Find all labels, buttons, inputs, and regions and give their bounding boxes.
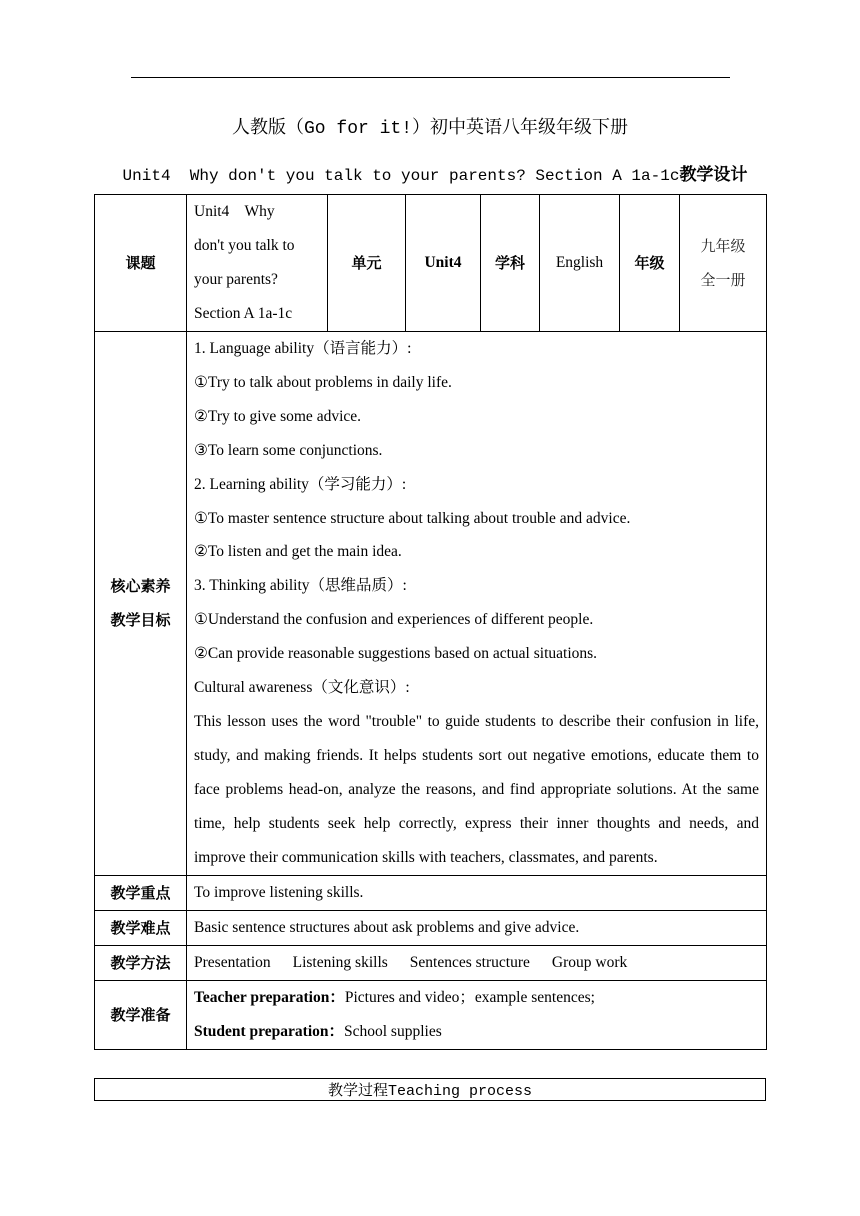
goal-line: 3. Thinking ability（思维品质）: [194, 577, 407, 595]
goals-row [95, 332, 767, 876]
info-row [95, 195, 767, 332]
topic-line: your parents? [194, 271, 278, 288]
topic-label: 课题 [95, 195, 187, 332]
goal-line: ①Understand the confusion and experiences of different people. [194, 611, 594, 629]
difficulties-value: Basic sentence structures about ask problems and give advice. [187, 910, 767, 945]
subject-label: 学科 [481, 195, 540, 332]
teacher-preparation-label: Teacher preparation： [194, 988, 345, 1006]
grade-line-1: 九年级 [700, 237, 746, 255]
key-points-label: 教学重点 [95, 875, 187, 910]
goal-line: ①To master sentence structure about talking about trouble and advice. [194, 509, 631, 527]
goal-line: Cultural awareness（文化意识）: [194, 679, 410, 697]
goals-label-line-2: 教学目标 [110, 611, 171, 630]
goals-label [95, 332, 187, 876]
header-rule [131, 77, 730, 78]
goal-line: 1. Language ability（语言能力）: [194, 340, 412, 357]
subtitle-english: Unit4 Why don't you talk to your parents? Section A 1a-1c [122, 167, 680, 185]
unit-value: Unit4 [406, 195, 481, 332]
goal-line: ②Try to give some advice. [194, 407, 362, 425]
preparation-label: 教学准备 [95, 980, 187, 1049]
goals-content [187, 332, 767, 876]
methods-label: 教学方法 [95, 945, 187, 980]
student-preparation-value: School supplies [344, 1022, 442, 1040]
teaching-process-header [94, 1078, 766, 1101]
goal-line: ②To listen and get the main idea. [194, 543, 402, 561]
topic-line: Section A 1a-1c [194, 305, 293, 322]
topic-line: don't you talk to [194, 237, 295, 254]
preparation-row [95, 980, 767, 1049]
teacher-preparation [194, 981, 759, 1015]
unit-label: 单元 [328, 195, 406, 332]
difficulties-row [95, 910, 767, 945]
goal-line: ③To learn some conjunctions. [194, 441, 383, 459]
process-label-cn: 教学过程 [327, 1081, 388, 1099]
goal-line: ①Try to talk about problems in daily life. [194, 373, 452, 391]
grade-label: 年级 [620, 195, 680, 332]
preparation-value [187, 980, 767, 1049]
document-subtitle [0, 160, 860, 185]
method-item: Group work [551, 953, 628, 971]
document-title: 人教版（Go for it!）初中英语八年级年级下册 [231, 119, 629, 139]
key-points-value: To improve listening skills. [187, 875, 767, 910]
subtitle-chinese: 教学设计 [679, 165, 748, 185]
topic-value [187, 195, 328, 332]
student-preparation [194, 1015, 759, 1049]
grade-line-2: 全一册 [700, 271, 746, 289]
teacher-preparation-value: Pictures and video；example sentences; [344, 988, 595, 1006]
grade-value [680, 195, 767, 332]
method-item: Listening skills [292, 953, 388, 971]
goals-label-line-1: 核心素养 [110, 577, 171, 596]
lesson-plan-table [94, 194, 767, 1050]
topic-line: Unit4 Why [194, 203, 275, 220]
method-item: Presentation [194, 953, 271, 971]
culture-paragraph: This lesson uses the word "trouble" to guide students to describe their confusion in life, study, and making friends. It helps students sort out negative emotions, educate them to face problems head-on, analyze the reasons, and find appropriate solutions. At the same time, help students seek help correctly, express their inner thoughts and needs, and improve their communication skills with teachers, classmates, and parents. [194, 712, 759, 866]
goal-line: ②Can provide reasonable suggestions based on actual situations. [194, 645, 598, 663]
methods-value [187, 945, 767, 980]
student-preparation-label: Student preparation： [194, 1022, 344, 1040]
subject-value: English [540, 195, 620, 332]
key-points-row [95, 875, 767, 910]
methods-row [95, 945, 767, 980]
goal-line: 2. Learning ability（学习能力）: [194, 475, 407, 493]
difficulties-label: 教学难点 [95, 910, 187, 945]
method-item: Sentences structure [409, 953, 530, 971]
process-label-en: Teaching process [387, 1083, 533, 1100]
